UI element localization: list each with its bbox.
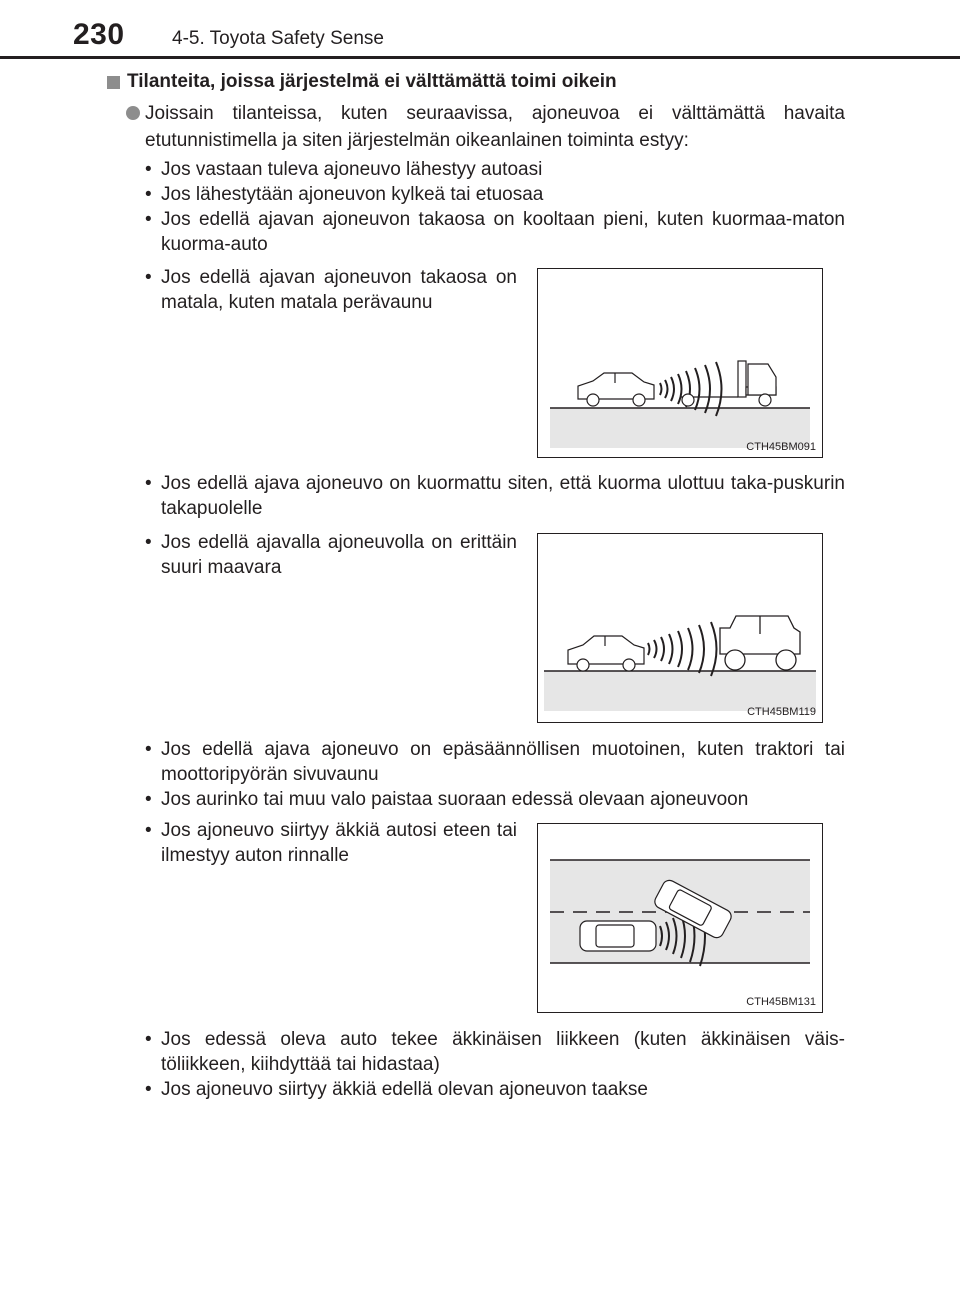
cut-in-illustration xyxy=(538,824,822,1012)
figure-1-code: CTH45BM091 xyxy=(746,441,816,453)
intro-paragraph: Joissain tilanteissa, kuten seuraavissa, ajoneuvoa ei välttämättä havaita etutunnistimella ja siten järjestelmän oikeanlainen toiminta estyy: xyxy=(145,103,845,151)
car-icon xyxy=(578,373,654,406)
list-item: • Jos edellä ajavan ajoneuvon takaosa on kooltaan pieni, kuten kuormaa-maton kuorma-auto xyxy=(145,209,845,255)
figure-3-caption: Jos ajoneuvo siirtyy äkkiä autosi eteen tai ilmestyy auton rinnalle xyxy=(161,820,517,866)
figure-1-caption: Jos edellä ajavan ajoneuvon takaosa on matala, kuten matala perävaunu xyxy=(161,267,517,313)
figure-1-trailer xyxy=(537,268,823,458)
page-header xyxy=(0,0,960,58)
high-clearance-illustration xyxy=(538,534,822,722)
square-bullet-icon xyxy=(107,76,120,89)
list-item: • Jos edellä ajava ajoneuvo on epäsäännöllisen muotoinen, kuten traktori tai moottoripyörän sivuvaunu xyxy=(145,739,845,785)
figure-3-caption-list xyxy=(145,818,517,868)
suv-icon xyxy=(720,616,800,670)
page-number: 230 xyxy=(73,18,125,51)
figure-2-caption-list xyxy=(145,530,517,580)
trailer-illustration xyxy=(538,269,822,457)
truck-icon xyxy=(680,361,776,406)
figure-3-cut-in xyxy=(537,823,823,1013)
list-item: • Jos edellä ajava ajoneuvo on kuormattu siten, että kuorma ulottuu taka-puskurin takapuolelle xyxy=(145,473,845,519)
car-icon xyxy=(568,636,644,671)
circle-bullet-icon xyxy=(126,106,140,120)
subsection-heading xyxy=(107,71,617,93)
list-item: • Jos ajoneuvo siirtyy äkkiä edellä olevan ajoneuvon taakse xyxy=(145,1079,648,1100)
bullet-list-4 xyxy=(145,1027,845,1102)
list-item: • Jos aurinko tai muu valo paistaa suoraan edessä olevaan ajoneuvoon xyxy=(145,789,749,810)
figure-2-high-clearance xyxy=(537,533,823,723)
bullet-list-2 xyxy=(145,471,845,521)
list-item: • Jos lähestytään ajoneuvon kylkeä tai etuosaa xyxy=(145,184,544,205)
subsection-heading-text: Tilanteita, joissa järjestelmä ei välttämättä toimi oikein xyxy=(127,71,617,92)
list-item: • Jos vastaan tuleva ajoneuvo lähestyy autoasi xyxy=(145,159,543,180)
figure-2-caption: Jos edellä ajavalla ajoneuvolla on erittäin suuri maavara xyxy=(161,532,517,578)
list-item: • Jos edessä oleva auto tekee äkkinäisen liikkeen (kuten äkkinäisen väis-töliikkeen, kiihdyttää tai hidastaa) xyxy=(145,1029,845,1075)
bullet-list-3 xyxy=(145,737,845,812)
list-item: • Jos edellä ajavalla ajoneuvolla on erittäin suuri maavara xyxy=(145,532,517,578)
car-top-view-icon xyxy=(580,921,656,951)
section-title: 4-5. Toyota Safety Sense xyxy=(172,28,384,49)
bullet-list-1 xyxy=(145,157,845,257)
list-item: • Jos ajoneuvo siirtyy äkkiä autosi eteen tai ilmestyy auton rinnalle xyxy=(145,820,517,866)
list-item: • Jos edellä ajavan ajoneuvon takaosa on matala, kuten matala perävaunu xyxy=(145,267,517,313)
figure-2-code: CTH45BM119 xyxy=(747,706,816,718)
figure-1-caption-list xyxy=(145,265,517,315)
figure-3-code: CTH45BM131 xyxy=(746,996,816,1008)
header-rule xyxy=(0,56,960,59)
